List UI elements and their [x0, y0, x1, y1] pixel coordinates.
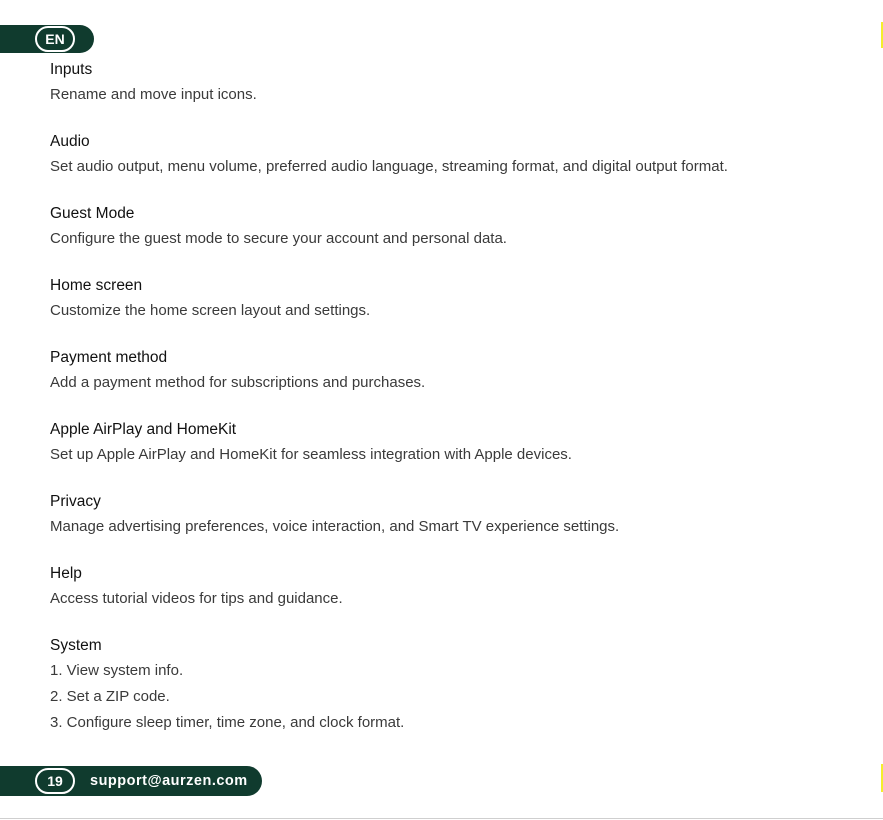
settings-description-list	[50, 58, 850, 731]
section-description: Rename and move input icons.	[50, 86, 257, 103]
section-guest-mode	[50, 202, 850, 274]
section-description: Configure the guest mode to secure your account and personal data.	[50, 230, 507, 247]
section-title: Payment method	[50, 349, 168, 366]
section-description: Manage advertising preferences, voice interaction, and Smart TV experience settings.	[50, 518, 620, 535]
section-audio	[50, 130, 850, 202]
page-bottom-rule	[0, 818, 883, 819]
section-description: Customize the home screen layout and settings.	[50, 302, 371, 319]
section-home-screen	[50, 274, 850, 346]
section-description: Set up Apple AirPlay and HomeKit for seamless integration with Apple devices.	[50, 446, 572, 463]
section-privacy	[50, 490, 850, 562]
system-steps-list	[50, 658, 850, 736]
language-badge: EN	[35, 26, 75, 52]
section-description: Add a payment method for subscriptions and purchases.	[50, 374, 426, 391]
list-item: 3. Configure sleep timer, time zone, and clock format.	[50, 714, 405, 731]
section-payment-method	[50, 346, 850, 418]
section-system	[50, 634, 850, 731]
section-title: System	[50, 637, 102, 654]
section-title: Help	[50, 565, 82, 582]
section-title: Apple AirPlay and HomeKit	[50, 421, 237, 438]
footer-bar	[0, 766, 262, 796]
section-title: Audio	[50, 133, 90, 150]
page-number: 19	[35, 768, 75, 794]
language-tab	[0, 25, 94, 53]
section-title: Home screen	[50, 277, 143, 294]
list-item: 1. View system info.	[50, 662, 184, 679]
section-title: Guest Mode	[50, 205, 135, 222]
section-description: Access tutorial videos for tips and guidance.	[50, 590, 343, 607]
section-title: Privacy	[50, 493, 101, 510]
support-email: support@aurzen.com	[90, 773, 248, 789]
section-description: Set audio output, menu volume, preferred audio language, streaming format, and digital output format.	[50, 158, 728, 175]
section-title: Inputs	[50, 61, 93, 78]
section-inputs	[50, 58, 850, 130]
section-airplay-homekit	[50, 418, 850, 490]
section-help	[50, 562, 850, 634]
list-item: 2. Set a ZIP code.	[50, 688, 170, 705]
